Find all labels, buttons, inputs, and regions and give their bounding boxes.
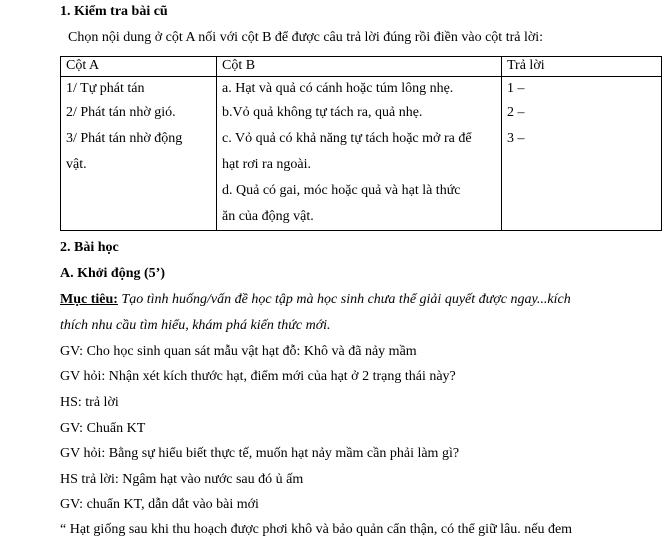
column-a-cell (61, 77, 217, 231)
answer-item: 1 – (507, 81, 525, 96)
matching-table (60, 56, 662, 231)
lesson-line: GV: chuẩn KT, dẫn dắt vào bài mới (60, 497, 259, 512)
goal-line (60, 292, 571, 309)
goal-text: Tạo tình huống/vấn đề học tập mà học sinh chưa thể giải quyết được ngay...kích (117, 292, 571, 307)
lesson-line: HS: trả lời (60, 395, 119, 410)
column-b-item: a. Hạt và quả có cánh hoặc túm lông nhẹ. (222, 81, 454, 96)
section-heading-review: 1. Kiểm tra bài cũ (60, 4, 168, 19)
answer-item: 3 – (507, 131, 525, 146)
column-b-item: b.Vỏ quả không tự tách ra, quả nhẹ. (222, 105, 423, 120)
column-a-item: vật. (66, 157, 87, 172)
column-b-item: d. Quả có gai, móc hoặc quả và hạt là thức (222, 183, 461, 198)
goal-text-continued: thích nhu cầu tìm hiểu, khám phá kiến thức mới. (60, 318, 331, 333)
column-b-item: hạt rơi ra ngoài. (222, 157, 312, 172)
answer-column-header: Trả lời (502, 57, 662, 77)
column-a-item: 3/ Phát tán nhờ động (66, 131, 183, 146)
subheading-warmup: A. Khởi động (5’) (60, 266, 165, 281)
column-a-item: 2/ Phát tán nhờ gió. (66, 105, 176, 120)
lesson-line: GV: Cho học sinh quan sát mẫu vật hạt đỗ: Khô và đã nảy mầm (60, 344, 417, 359)
lesson-line: GV hỏi: Nhận xét kích thước hạt, điểm mới của hạt ở 2 trạng thái này? (60, 369, 456, 384)
column-b-item: ăn của động vật. (222, 209, 314, 224)
column-a-item: 1/ Tự phát tán (66, 81, 145, 96)
column-a-header: Cột A (61, 57, 217, 77)
table-header-row (61, 57, 662, 77)
column-b-header: Cột B (217, 57, 502, 77)
column-b-cell (217, 77, 502, 231)
answer-item: 2 – (507, 105, 525, 120)
lesson-line: HS trả lời: Ngâm hạt vào nước sau đó ủ ấm (60, 472, 304, 487)
column-b-item: c. Vỏ quả có khả năng tự tách hoặc mở ra để (222, 131, 472, 146)
lesson-line: GV: Chuẩn KT (60, 421, 146, 436)
section-heading-lesson: 2. Bài học (60, 240, 119, 255)
answer-cell (502, 77, 662, 231)
table-row (61, 77, 662, 231)
lesson-line: “ Hạt giống sau khi thu hoạch được phơi khô và bảo quản cẩn thận, có thể giữ lâu. nếu đem (60, 522, 573, 537)
instruction-text: Chọn nội dung ở cột A nối với cột B để được câu trả lời đúng rồi điền vào cột trả lời: (68, 30, 544, 45)
lesson-line: GV hỏi: Bằng sự hiểu biết thực tế, muốn hạt nảy mầm cần phải làm gì? (60, 446, 460, 461)
goal-label: Mục tiêu: (60, 292, 118, 307)
